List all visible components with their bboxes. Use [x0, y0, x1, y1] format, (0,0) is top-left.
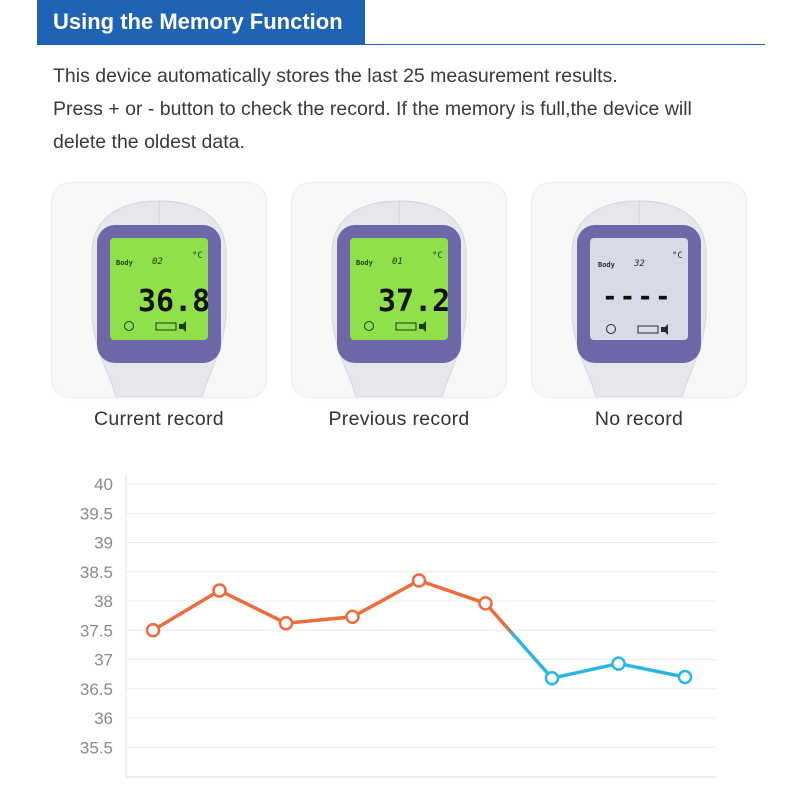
temperature-line-chart	[0, 455, 800, 800]
data-point	[546, 672, 558, 684]
data-point	[413, 575, 425, 587]
y-tick-label: 38.5	[79, 562, 113, 582]
series-segment	[419, 581, 486, 604]
chart-gridlines	[126, 484, 716, 747]
data-point	[480, 597, 492, 609]
caption-previous: Previous record	[328, 408, 470, 430]
y-tick-label: 38	[94, 592, 113, 611]
temperature-reading: ----	[602, 282, 673, 312]
y-tick-label: 35.5	[79, 738, 113, 758]
section-title: Using the Memory Function	[53, 9, 343, 34]
section-title-bar	[37, 0, 365, 44]
unit-label: °C	[432, 251, 443, 261]
mode-label: Body	[356, 259, 373, 267]
caption-current: Current record	[94, 408, 224, 430]
y-axis-ticks	[80, 475, 113, 757]
temperature-reading: 36.8	[138, 284, 211, 319]
series-segment	[552, 664, 619, 679]
y-tick-label: 37	[94, 650, 113, 670]
caption-none: No record	[594, 408, 684, 430]
series-points	[147, 575, 691, 685]
title-underline	[37, 44, 765, 45]
intro-text	[53, 60, 753, 159]
thermometer-card-current	[52, 183, 266, 397]
data-point	[613, 658, 625, 670]
y-tick-label: 37.5	[79, 621, 113, 641]
mode-label: Body	[598, 261, 615, 269]
thermometer-card-none	[532, 183, 746, 397]
memory-number: 01	[392, 257, 403, 267]
data-point	[679, 671, 691, 683]
y-tick-label: 36	[94, 709, 113, 728]
data-point	[347, 611, 359, 623]
y-tick-label: 40	[94, 475, 113, 494]
data-point	[280, 617, 292, 629]
y-tick-label: 36.5	[79, 679, 113, 699]
mode-label: Body	[116, 259, 133, 267]
intro-line-1: This device automatically stores the last 25 measurement results.	[53, 65, 618, 87]
series-segment	[220, 590, 287, 623]
data-point	[214, 584, 226, 596]
unit-label: °C	[672, 251, 683, 261]
temperature-reading: 37.2	[378, 284, 451, 319]
thermometer-illustration	[52, 183, 266, 397]
series-segment	[619, 664, 686, 677]
data-point	[147, 624, 159, 636]
thermometer-illustration	[532, 183, 746, 397]
series-segment	[353, 581, 420, 617]
thermometer-card-previous	[292, 183, 506, 397]
memory-number: 32	[634, 259, 645, 269]
series-segment	[486, 603, 553, 678]
series-segment	[286, 617, 353, 623]
y-tick-label: 39.5	[79, 504, 113, 524]
unit-label: °C	[192, 251, 203, 261]
series-segment	[153, 590, 220, 630]
series-lines	[153, 581, 685, 679]
intro-line-3: delete the oldest data.	[53, 131, 245, 153]
intro-line-2: Press + or - button to check the record. If the memory is full,the device will	[53, 98, 692, 120]
memory-number: 02	[152, 257, 163, 267]
thermometer-illustration	[292, 183, 506, 397]
y-tick-label: 39	[94, 533, 113, 553]
